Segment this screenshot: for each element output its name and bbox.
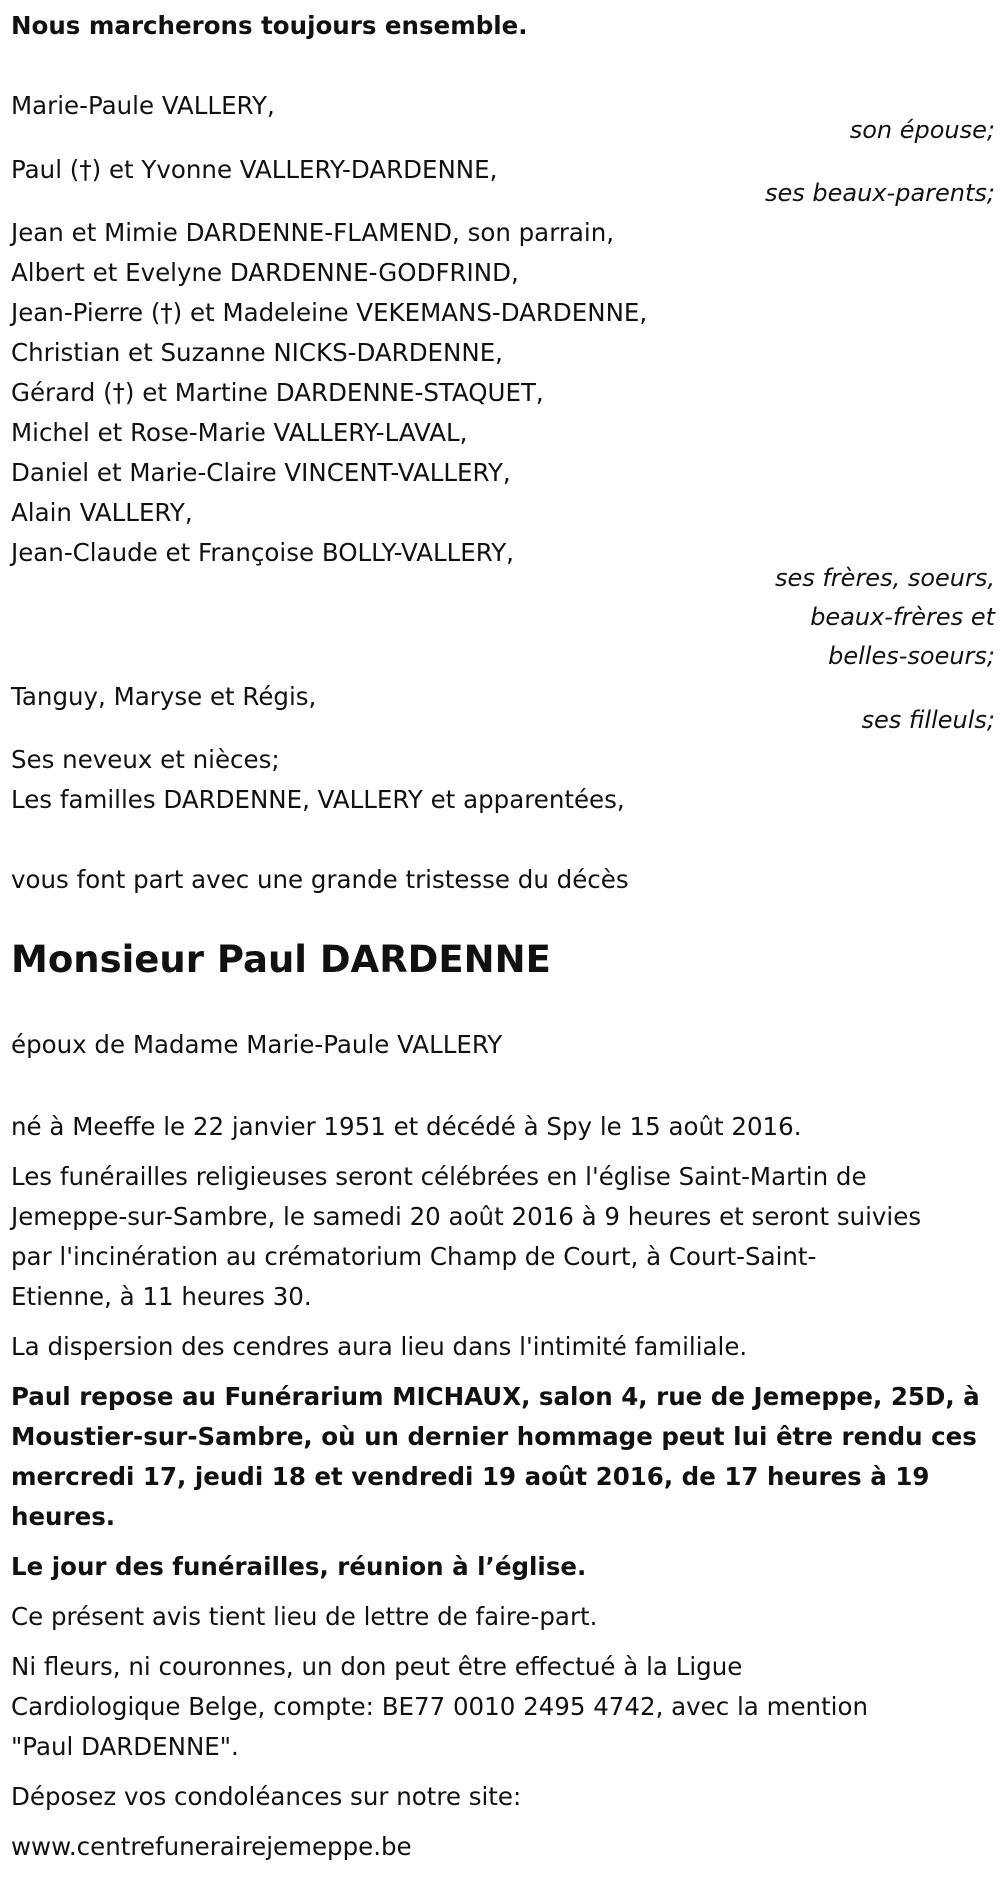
meeting-line: Le jour des funérailles, réunion à l’église. [11,1552,587,1581]
funeral-line: Etienne, à 11 heures 30. [11,1282,312,1311]
donation-line: "Paul DARDENNE". [11,1732,239,1761]
family-name-line: Albert et Evelyne DARDENNE-GODFRIND, [11,258,519,287]
motto: Nous marcherons toujours ensemble. [11,11,528,40]
viewing-line: heures. [11,1502,116,1531]
family-name-line: Jean-Claude et Françoise BOLLY-VALLERY, [11,538,514,567]
family-role: beaux-frères et [810,603,995,631]
family-name-line: Christian et Suzanne NICKS-DARDENNE, [11,338,503,367]
viewing-line: Paul repose au Funérarium MICHAUX, salon 4, rue de Jemeppe, 25D, à [11,1382,980,1411]
donation-line: Ni fleurs, ni couronnes, un don peut être effectué à la Ligue [11,1652,743,1681]
extended-family-line: Ses neveux et nièces; [11,745,280,774]
deceased-name: Monsieur Paul DARDENNE [11,938,551,981]
family-role: ses filleuls; [861,706,995,734]
announcement: vous font part avec une grande tristesse du décès [11,865,629,894]
family-name-line: Jean et Mimie DARDENNE-FLAMEND, son parrain, [11,218,615,247]
family-role: son épouse; [849,116,995,144]
family-role: ses beaux-parents; [765,179,995,207]
family-name-line: Tanguy, Maryse et Régis, [11,682,317,711]
family-role: ses frères, soeurs, [774,564,995,592]
family-name-line: Paul (†) et Yvonne VALLERY-DARDENNE, [11,155,498,184]
family-name-line: Michel et Rose-Marie VALLERY-LAVAL, [11,418,468,447]
family-name-line: Daniel et Marie-Claire VINCENT-VALLERY, [11,458,511,487]
viewing-line: Moustier-sur-Sambre, où un dernier hommage peut lui être rendu ces [11,1422,977,1451]
family-name-line: Marie-Paule VALLERY, [11,91,275,120]
family-name-line: Jean-Pierre (†) et Madeleine VEKEMANS-DARDENNE, [11,298,648,327]
notice-line: Ce présent avis tient lieu de lettre de faire-part. [11,1602,598,1631]
donation-line: Cardiologique Belge, compte: BE77 0010 2495 4742, avec la mention [11,1692,868,1721]
birth-death: né à Meeffe le 22 janvier 1951 et décédé à Spy le 15 août 2016. [11,1112,802,1141]
extended-family-line: Les familles DARDENNE, VALLERY et apparentées, [11,785,625,814]
condolences-line: Déposez vos condoléances sur notre site: [11,1782,522,1811]
spouse-line: époux de Madame Marie-Paule VALLERY [11,1030,503,1059]
family-name-line: Gérard (†) et Martine DARDENNE-STAQUET, [11,378,544,407]
family-name-line: Alain VALLERY, [11,498,193,527]
funeral-line: Jemeppe-sur-Sambre, le samedi 20 août 2016 à 9 heures et seront suivies [11,1202,922,1231]
funeral-line: par l'incinération au crématorium Champ de Court, à Court-Saint- [11,1242,817,1271]
funeral-line: Les funérailles religieuses seront célébrées en l'église Saint-Martin de [11,1162,867,1191]
viewing-line: mercredi 17, jeudi 18 et vendredi 19 août 2016, de 17 heures à 19 [11,1462,930,1491]
website-link[interactable]: www.centrefunerairejemeppe.be [11,1832,412,1861]
family-role: belles-soeurs; [828,642,995,670]
ashes-line: La dispersion des cendres aura lieu dans l'intimité familiale. [11,1332,748,1361]
